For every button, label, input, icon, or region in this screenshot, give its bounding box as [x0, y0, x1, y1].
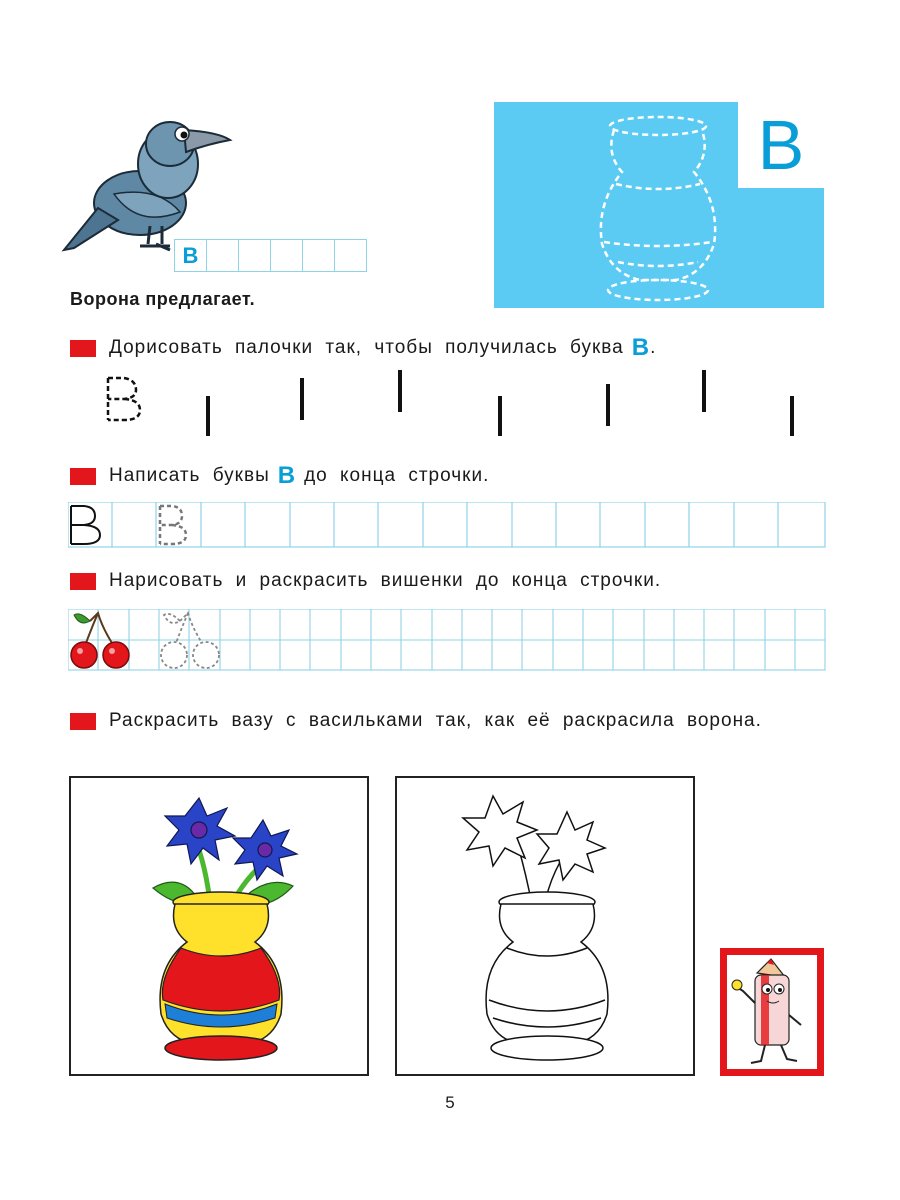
page-number: 5	[445, 1093, 455, 1112]
outline-vase-illustration	[397, 778, 693, 1074]
task-4	[70, 710, 762, 732]
word-cell[interactable]	[206, 239, 239, 272]
task-marker	[70, 340, 96, 357]
cherry-grid[interactable]	[68, 609, 826, 671]
pencil-mascot-icon	[727, 955, 817, 1069]
word-cell[interactable]	[334, 239, 367, 272]
sample-letter	[71, 506, 100, 544]
task-2-end: до конца строчки.	[304, 465, 490, 486]
letter-writing-row[interactable]	[68, 502, 826, 548]
card-letter-box	[738, 102, 824, 188]
task-3-text: Нарисовать и раскрасить вишенки до конца строчки.	[109, 570, 662, 591]
task-marker	[70, 573, 96, 590]
task-1-text: Дорисовать палочки так, чтобы получилась буква	[109, 337, 624, 358]
task-2-text: Написать буквы	[109, 465, 270, 486]
task-2-letter: В	[277, 462, 297, 489]
word-first-letter: В	[182, 242, 199, 268]
task-4-text: Раскрасить вазу с васильками так, как её раскрасила ворона.	[109, 710, 762, 731]
word-cell[interactable]	[238, 239, 271, 272]
word-cells	[174, 239, 367, 272]
dotted-letter	[160, 506, 186, 544]
task-1-letter: В	[631, 334, 651, 361]
task-1-end: .	[650, 337, 657, 358]
task-marker	[70, 468, 96, 485]
word-cell-first	[174, 239, 207, 272]
task-1	[70, 334, 656, 362]
colored-vase-illustration	[71, 778, 367, 1074]
task-2	[70, 462, 489, 490]
pencil-mascot-card	[720, 948, 824, 1076]
word-cell[interactable]	[270, 239, 303, 272]
card-letter: В	[757, 106, 805, 184]
subtitle: Ворона предлагает.	[70, 289, 256, 309]
task-marker	[70, 713, 96, 730]
word-cell[interactable]	[302, 239, 335, 272]
crow-illustration	[58, 108, 233, 258]
traced-letter-sample	[108, 378, 140, 420]
vase-dashed-icon	[588, 114, 728, 304]
sticks-row	[100, 366, 820, 446]
task-3	[70, 570, 661, 592]
vase-letter-card	[494, 102, 824, 308]
outline-vase-frame[interactable]	[395, 776, 695, 1076]
colored-vase-frame	[69, 776, 369, 1076]
